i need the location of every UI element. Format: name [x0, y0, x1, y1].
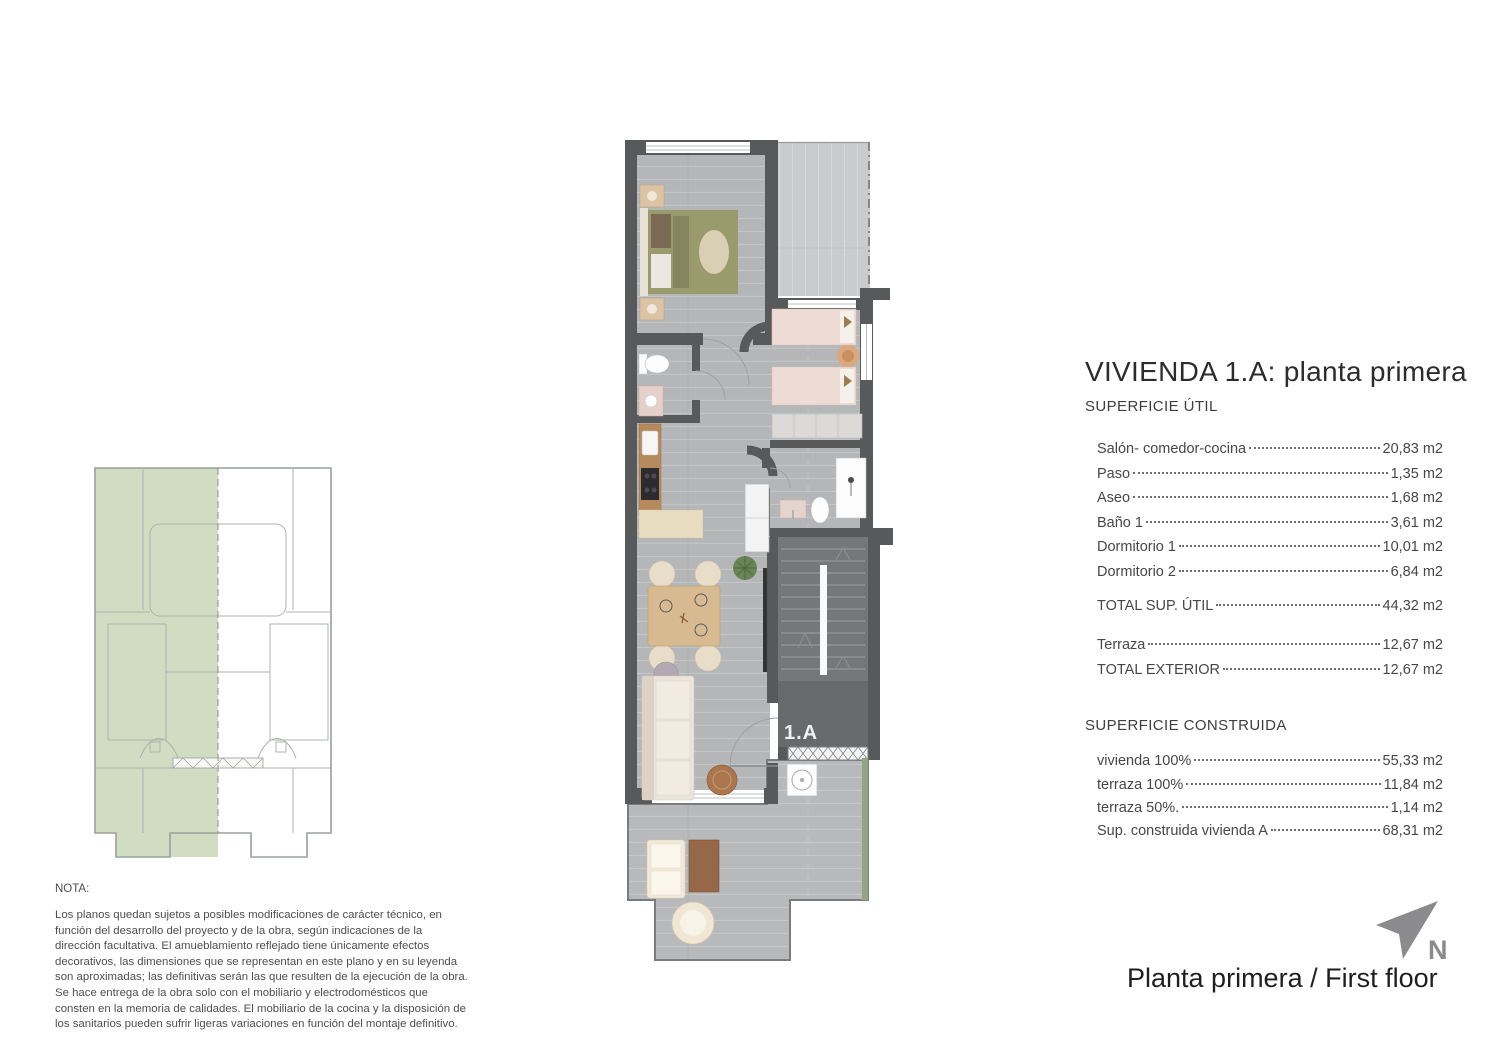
- title-block: [1085, 356, 1467, 843]
- total-util-row: TOTAL SUP. ÚTIL 44,32 m2: [1097, 597, 1443, 614]
- stove: [641, 468, 659, 500]
- area-row: Paso 1,35 m2: [1097, 465, 1443, 482]
- area-row: vivienda 100% 55,33 m2: [1097, 753, 1443, 770]
- vent-hatch: [788, 747, 868, 760]
- wardrobe: [772, 414, 862, 438]
- area-row: Sup. construida vivienda A 68,31 m2: [1097, 822, 1443, 839]
- area-row: terraza 100% 11,84 m2: [1097, 776, 1443, 793]
- island: [639, 510, 703, 538]
- nota-heading: NOTA:: [55, 883, 90, 895]
- planter-strip: [862, 758, 868, 900]
- stair-railing: [820, 565, 827, 675]
- bed-headboard: [640, 208, 648, 296]
- nota-body: Los planos quedan sujetos a posibles modificaciones de carácter técnico, en función del desarrollo del proyecto y de la obra, según indicaciones de la dirección facultativa. El amueblamiento reflejado tiene únicamente efectos decorativos, las dimensiones que se representan en este plano y en su leyenda son aproximadas; las definitivas serán las que resulten de la ejecución de la obra. Se hace entrega de la obra solo con el mobiliario y electrodomésticos que consten en la memoria de calidades. El mobiliario de la cocina y la disposición de los sanitarios pueden sufrir ligeras variaciones en función del montaje definitivo.: [55, 909, 468, 1031]
- floor-plan: [598, 128, 910, 964]
- floor-caption: Planta primera / First floor: [1127, 963, 1438, 993]
- plant: [733, 556, 757, 580]
- area-row: Salón- comedor-cocina 20,83 m2: [1097, 441, 1443, 457]
- north-label: N: [1428, 935, 1448, 965]
- pillow: [651, 214, 671, 248]
- coffee-table: [707, 765, 737, 795]
- area-row: Dormitorio 2 6,84 m2: [1097, 563, 1443, 580]
- chair: [649, 561, 675, 587]
- superficie-util-heading: SUPERFICIE ÚTIL: [1085, 398, 1218, 415]
- north-arrow-icon: [1372, 897, 1456, 965]
- area-row: Aseo 1,68 m2: [1097, 490, 1443, 507]
- superficie-construida-heading: SUPERFICIE CONSTRUIDA: [1085, 717, 1287, 735]
- page-title: VIVIENDA 1.A: planta primera: [1085, 356, 1467, 387]
- tv-unit: [763, 568, 767, 672]
- pillow: [840, 369, 854, 403]
- area-row: Terraza 12,67 m2: [1097, 637, 1443, 654]
- toilet: [811, 497, 829, 523]
- area-row: Baño 1 3,61 m2: [1097, 514, 1443, 531]
- superficie-construida-table: [1085, 750, 1443, 843]
- key-plan: [88, 462, 353, 859]
- outdoor-table: [689, 840, 719, 892]
- sofa: [642, 676, 694, 800]
- area-row: terraza 50%. 1,14 m2: [1097, 799, 1443, 816]
- area-row: TOTAL EXTERIOR 12,67 m2: [1097, 661, 1443, 678]
- superficie-util-table: [1085, 437, 1443, 585]
- nota-block: [55, 883, 469, 1033]
- dorm2-furniture: [772, 309, 862, 438]
- toilet: [645, 355, 669, 373]
- chair: [695, 645, 721, 671]
- sink: [645, 395, 657, 407]
- chair: [695, 561, 721, 587]
- pillow: [651, 254, 671, 288]
- unit-label: 1.A: [784, 722, 819, 744]
- key-plan-highlight: [95, 468, 218, 857]
- area-row: Dormitorio 1 10,01 m2: [1097, 539, 1443, 556]
- stairwell: [778, 537, 868, 747]
- kitchen-sink: [642, 431, 658, 455]
- exterior-table: [1085, 633, 1443, 682]
- pillow: [840, 311, 854, 343]
